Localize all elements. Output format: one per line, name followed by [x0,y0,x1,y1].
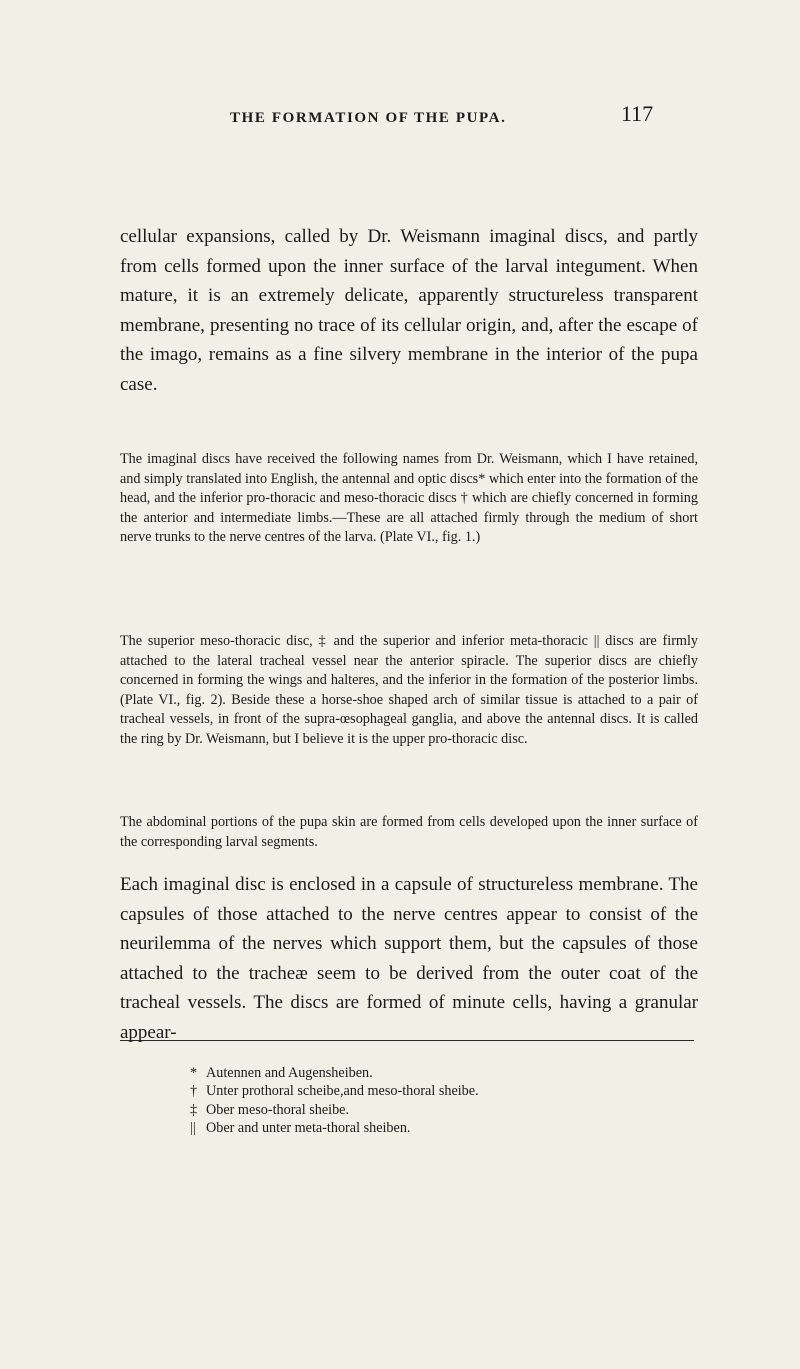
footnote-item [190,1082,479,1100]
footnote-mark: * [190,1065,198,1081]
paragraph-abdominal-portions: The abdominal portions of the pupa skin are formed from cells developed upon the inner surface of the corresponding larval segments. [120,814,698,850]
footnote-mark: ‡ [190,1101,198,1118]
paragraph-imaginal-disc-names: The imaginal discs have received the following names from Dr. Weismann, which I have retained, and simply translated into English, the antennal and optic discs* which enter into the formation of the head, and the inferior pro-thoracic and meso-thoracic discs † which are chiefly concerned in forming the anterior and intermediate limbs.—These are all attached firmly through the medium of short nerve trunks to the nerve centres of the larva. (Plate VI., fig. 1.) [120,451,698,545]
footnote-text: Autennen and Augensheiben. [206,1065,373,1081]
footnote-item [190,1101,479,1119]
footnote-mark: † [190,1083,198,1100]
paragraph-membrane-origin: cellular expansions, called by Dr. Weismann imaginal discs, and partly from cells formed upon the inner surface of the larval integument. When mature, it is an extremely delicate, apparently structureless transparent membrane, presenting no trace of its cellular origin, and, after the escape of the imago, remains as a fine silvery membrane in the interior of the pupa case. [120,226,698,395]
footnote-item [190,1119,479,1137]
footnote-text: Ober and unter meta-thoral sheiben. [206,1119,411,1136]
footnote-divider [120,1040,694,1041]
footnotes [190,1064,479,1137]
footnote-text: Unter prothoral scheibe,and meso-thoral sheibe. [206,1083,479,1100]
running-header: THE FORMATION OF THE PUPA. [230,110,507,126]
footnote-item [190,1064,479,1082]
paragraph-superior-discs: The superior meso-thoracic disc, ‡ and the superior and inferior meta-thoracic || discs are firmly attached to the lateral tracheal vessel near the anterior spiracle. The superior discs are chiefly concerned in forming the wings and halteres, and the inferior in the formation of the posterior limbs. (Plate VI., fig. 2). Beside these a horse-shoe shaped arch of similar tissue is attached to a pair of tracheal vessels, in front of the supra-œsophageal ganglia, and above the antennal discs. It is called the ring by Dr. Weismann, but I believe it is the upper pro-thoracic disc. [120,633,698,747]
footnote-mark: || [190,1119,196,1136]
footnote-text: Ober meso-thoral sheibe. [206,1101,350,1118]
page-number: 117 [621,101,654,126]
paragraph-disc-capsules: Each imaginal disc is enclosed in a capsule of structureless membrane. The capsules of those attached to the nerve centres appear to consist of the neurilemma of the nerves which support them, but the capsules of those attached to the tracheæ seem to be derived from the outer coat of the tracheal vessels. The discs are formed of minute cells, having a granular appear- [120,874,698,1043]
